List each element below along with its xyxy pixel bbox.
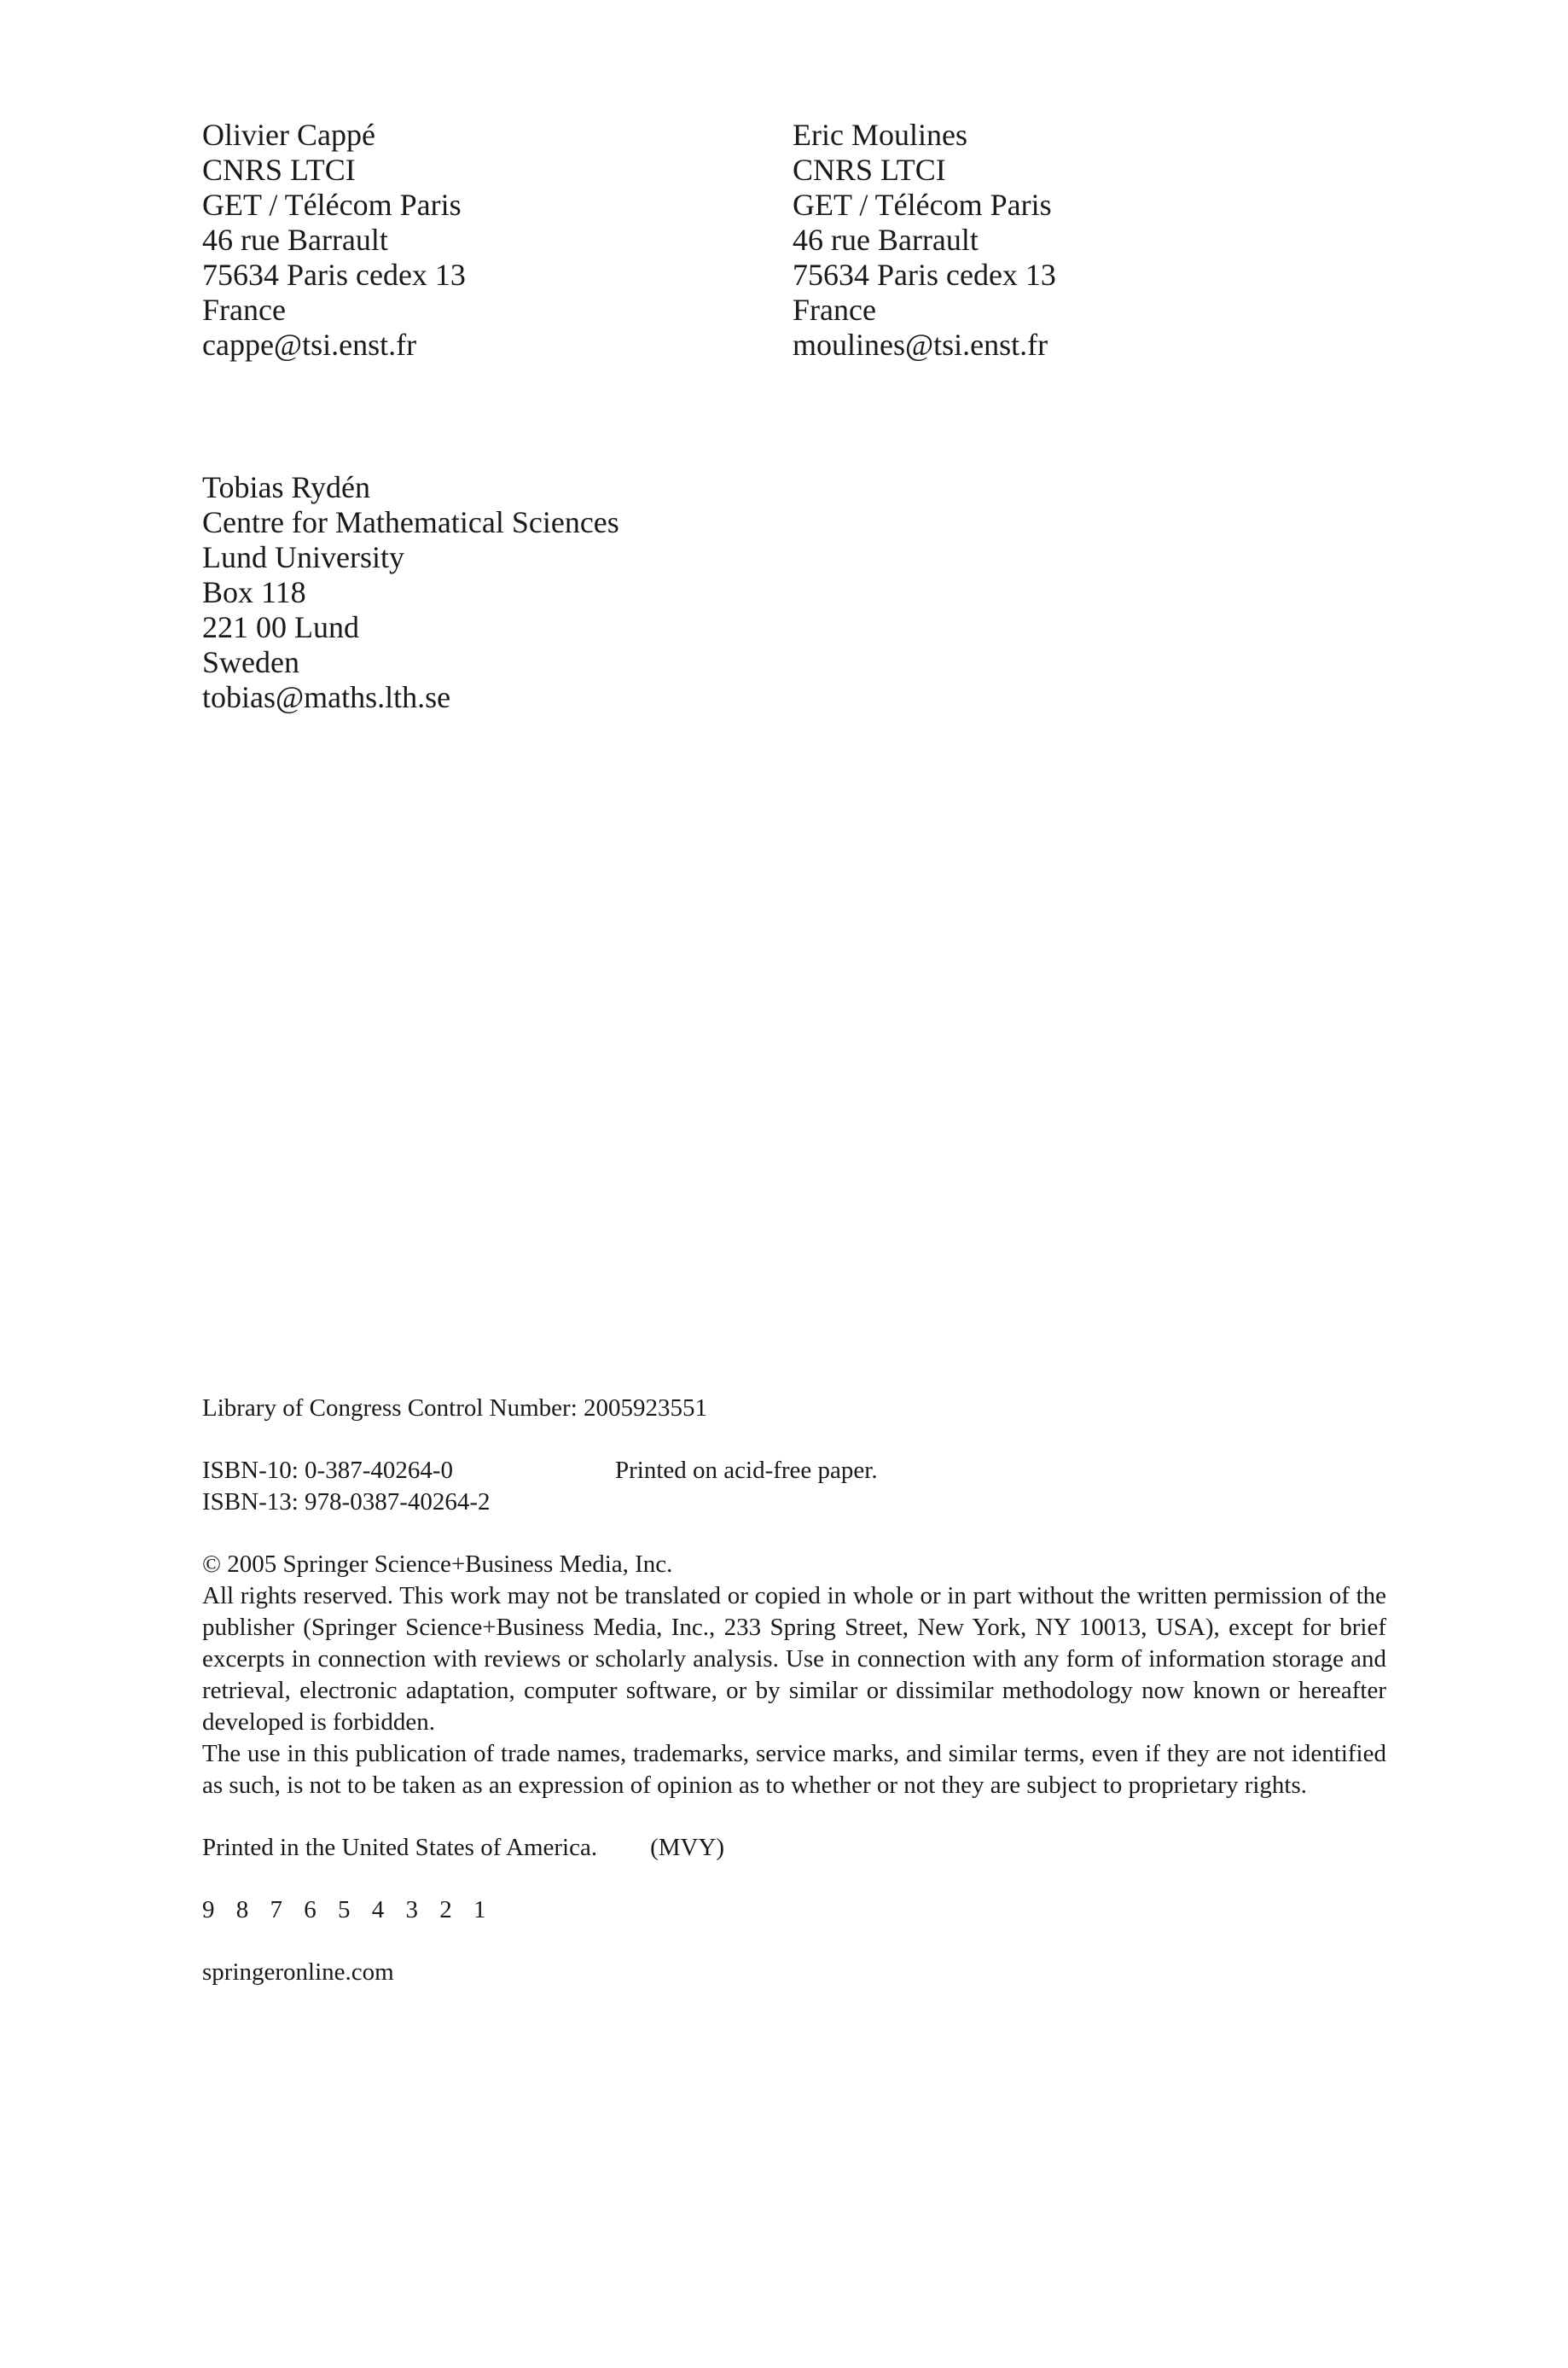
isbn-block bbox=[202, 1455, 1386, 1518]
address-line: CNRS LTCI bbox=[793, 153, 946, 187]
printed-in: Printed in the United States of America. bbox=[202, 1834, 598, 1861]
printed-in-row bbox=[202, 1832, 1386, 1864]
author-email: tobias@maths.lth.se bbox=[202, 680, 451, 714]
website: springeronline.com bbox=[202, 1958, 394, 1986]
author-name: Eric Moulines bbox=[793, 118, 967, 152]
address-line: 221 00 Lund bbox=[202, 610, 359, 644]
address-line: CNRS LTCI bbox=[202, 153, 356, 187]
address-line: France bbox=[202, 293, 286, 327]
acid-free-note: Printed on acid-free paper. bbox=[615, 1457, 878, 1484]
copyright-line: © 2005 Springer Science+Business Media, Inc. bbox=[202, 1551, 673, 1578]
author-address-cappe bbox=[202, 118, 466, 363]
address-line: 46 rue Barrault bbox=[793, 223, 979, 257]
author-email: moulines@tsi.enst.fr bbox=[793, 328, 1048, 362]
address-line: Lund University bbox=[202, 540, 404, 574]
author-name: Tobias Rydén bbox=[202, 470, 371, 504]
address-line: 75634 Paris cedex 13 bbox=[793, 258, 1056, 292]
trademark-paragraph: The use in this publication of trade names, trademarks, service marks, and similar terms, even if they are not identified as such, is not to be taken as an expression of opinion as to whether or not they are subject to proprietary rights. bbox=[202, 1740, 1386, 1799]
isbn-13: ISBN-13: 978-0387-40264-2 bbox=[202, 1488, 491, 1516]
author-address-moulines bbox=[793, 118, 1056, 363]
address-line: Centre for Mathematical Sciences bbox=[202, 505, 619, 539]
author-address-ryden bbox=[202, 470, 619, 715]
copyright-imprint bbox=[202, 1393, 1386, 1988]
author-email: cappe@tsi.enst.fr bbox=[202, 328, 417, 362]
print-line: 9 8 7 6 5 4 3 2 1 bbox=[202, 1896, 494, 1923]
isbn-10: ISBN-10: 0-387-40264-0 bbox=[202, 1457, 454, 1484]
rights-paragraph: All rights reserved. This work may not be translated or copied in whole or in part without the written permission of the publisher (Springer Science+Business Media, Inc., 233 Spring Street, New York, NY 10013, USA), except for brief excerpts in connection with reviews or scholarly analysis. Use in connection with any form of information storage and retrieval, electronic adaptation, computer software, or by similar or dissimilar methodology now known or hereafter developed is forbidden. bbox=[202, 1582, 1386, 1736]
address-line: GET / Télécom Paris bbox=[202, 188, 462, 222]
address-line: 46 rue Barrault bbox=[202, 223, 388, 257]
author-name: Olivier Cappé bbox=[202, 118, 375, 152]
address-line: 75634 Paris cedex 13 bbox=[202, 258, 466, 292]
printer-code: (MVY) bbox=[650, 1834, 725, 1861]
address-line: France bbox=[793, 293, 876, 327]
address-line: GET / Télécom Paris bbox=[793, 188, 1052, 222]
address-line: Sweden bbox=[202, 645, 299, 679]
address-line: Box 118 bbox=[202, 575, 306, 609]
lccn: Library of Congress Control Number: 2005923551 bbox=[202, 1394, 708, 1422]
